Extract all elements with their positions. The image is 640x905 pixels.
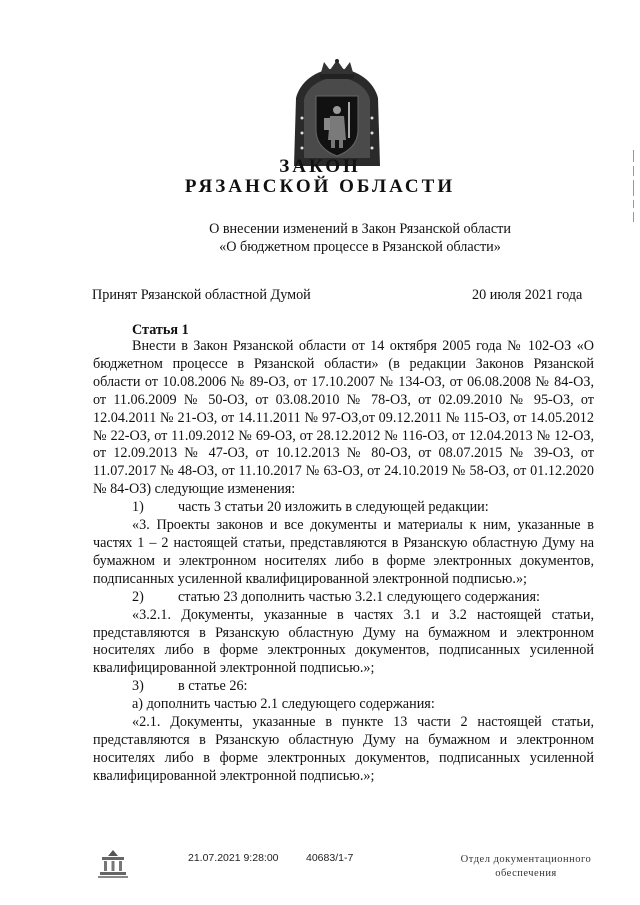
footer-department-line1: Отдел документационного (460, 854, 592, 865)
law-subtitle-line1: О внесении изменений в Закон Рязанской области (209, 221, 511, 237)
adoption-date: 20 июля 2021 года (472, 287, 583, 303)
item-text: часть 3 статьи 20 изложить в следующей редакции: (178, 499, 489, 516)
coat-of-arms-icon (290, 58, 384, 170)
law-subtitle-line2: «О бюджетном процессе в Рязанской области» (219, 239, 501, 255)
scan-edge-marks (630, 150, 638, 222)
article-body (93, 338, 594, 786)
item-number: 1) (132, 499, 144, 516)
quoted-text: «3.2.1. Документы, указанные в частях 3.1 и 3.2 настоящей статьи, представляются в Рязанскую областную Думу на бумажном и электронном носителях либо в форме электронных документов, подписанных усиленной квалифицированной электронной подписью.»; (93, 606, 594, 677)
quoted-text: «2.1. Документы, указанные в пункте 13 части 2 настоящей статьи, представляются в Рязанскую областную Думу на бумажном и электронном носителях либо в форме электронных документов, подписанных усиленной квалифицированной электронной подписью.»; (93, 714, 594, 784)
item-text: в статье 26: (178, 678, 248, 695)
footer-datetime: 21.07.2021 9:28:00 (188, 852, 279, 864)
quoted-text: «3. Проекты законов и все документы и материалы к ним, указанные в частях 1 – 2 настоящей статьи, представляются в Рязанскую областную Думу на бумажном и электронном носителях либо в форме электронных документов, подписанных усиленной квалифицированной электронной подписью.»; (93, 517, 594, 587)
footer-department-line2: обеспечения (495, 868, 557, 879)
law-title: ЗАКОН (279, 156, 361, 177)
item-number: 2) (132, 588, 144, 605)
list-item (93, 589, 594, 607)
adopted-by: Принят Рязанской областной Думой (92, 287, 311, 303)
list-item (93, 499, 594, 517)
region-title: РЯЗАНСКОЙ ОБЛАСТИ (184, 176, 456, 197)
footer-doc-number: 40683/1-7 (306, 852, 354, 864)
article-heading: Статья 1 (132, 322, 189, 338)
footer-department (440, 853, 612, 881)
item-text: статью 23 дополнить частью 3.2.1 следующего содержания: (178, 588, 540, 605)
stamp-logo-icon (96, 848, 130, 880)
sub-item: а) дополнить частью 2.1 следующего содержания: (132, 696, 435, 713)
item-number: 3) (132, 678, 144, 695)
list-item (93, 678, 594, 696)
article-intro: Внести в Закон Рязанской области от 14 октября 2005 года № 102-ОЗ «О бюджетном процессе в Рязанской области» (в редакции Законов Рязанской области от 10.08.2006 № 89-ОЗ, от 17.10.2007 № 134-ОЗ, от 06.08.2008 № 84-ОЗ, от 11.06.2009 № 50-ОЗ, от 03.08.2010 № 78-ОЗ, от 02.09.2010 № 95-ОЗ, от 12.04.2011 № 21-ОЗ, от 14.11.2011 № 97-ОЗ,от 09.12.2011 № 115-ОЗ, от 14.05.2012 № 22-ОЗ, от 11.09.2012 № 69-ОЗ, от 28.12.2012 № 116-ОЗ, от 12.04.2013 № 12-ОЗ, от 12.09.2013 № 47-ОЗ, от 10.12.2013 № 80-ОЗ, от 08.07.2015 № 39-ОЗ, от 11.07.2017 № 48-ОЗ, от 11.10.2017 № 63-ОЗ, от 24.10.2019 № 58-ОЗ, от 01.12.2020 № 84-ОЗ) следующие изменения: (93, 338, 594, 498)
